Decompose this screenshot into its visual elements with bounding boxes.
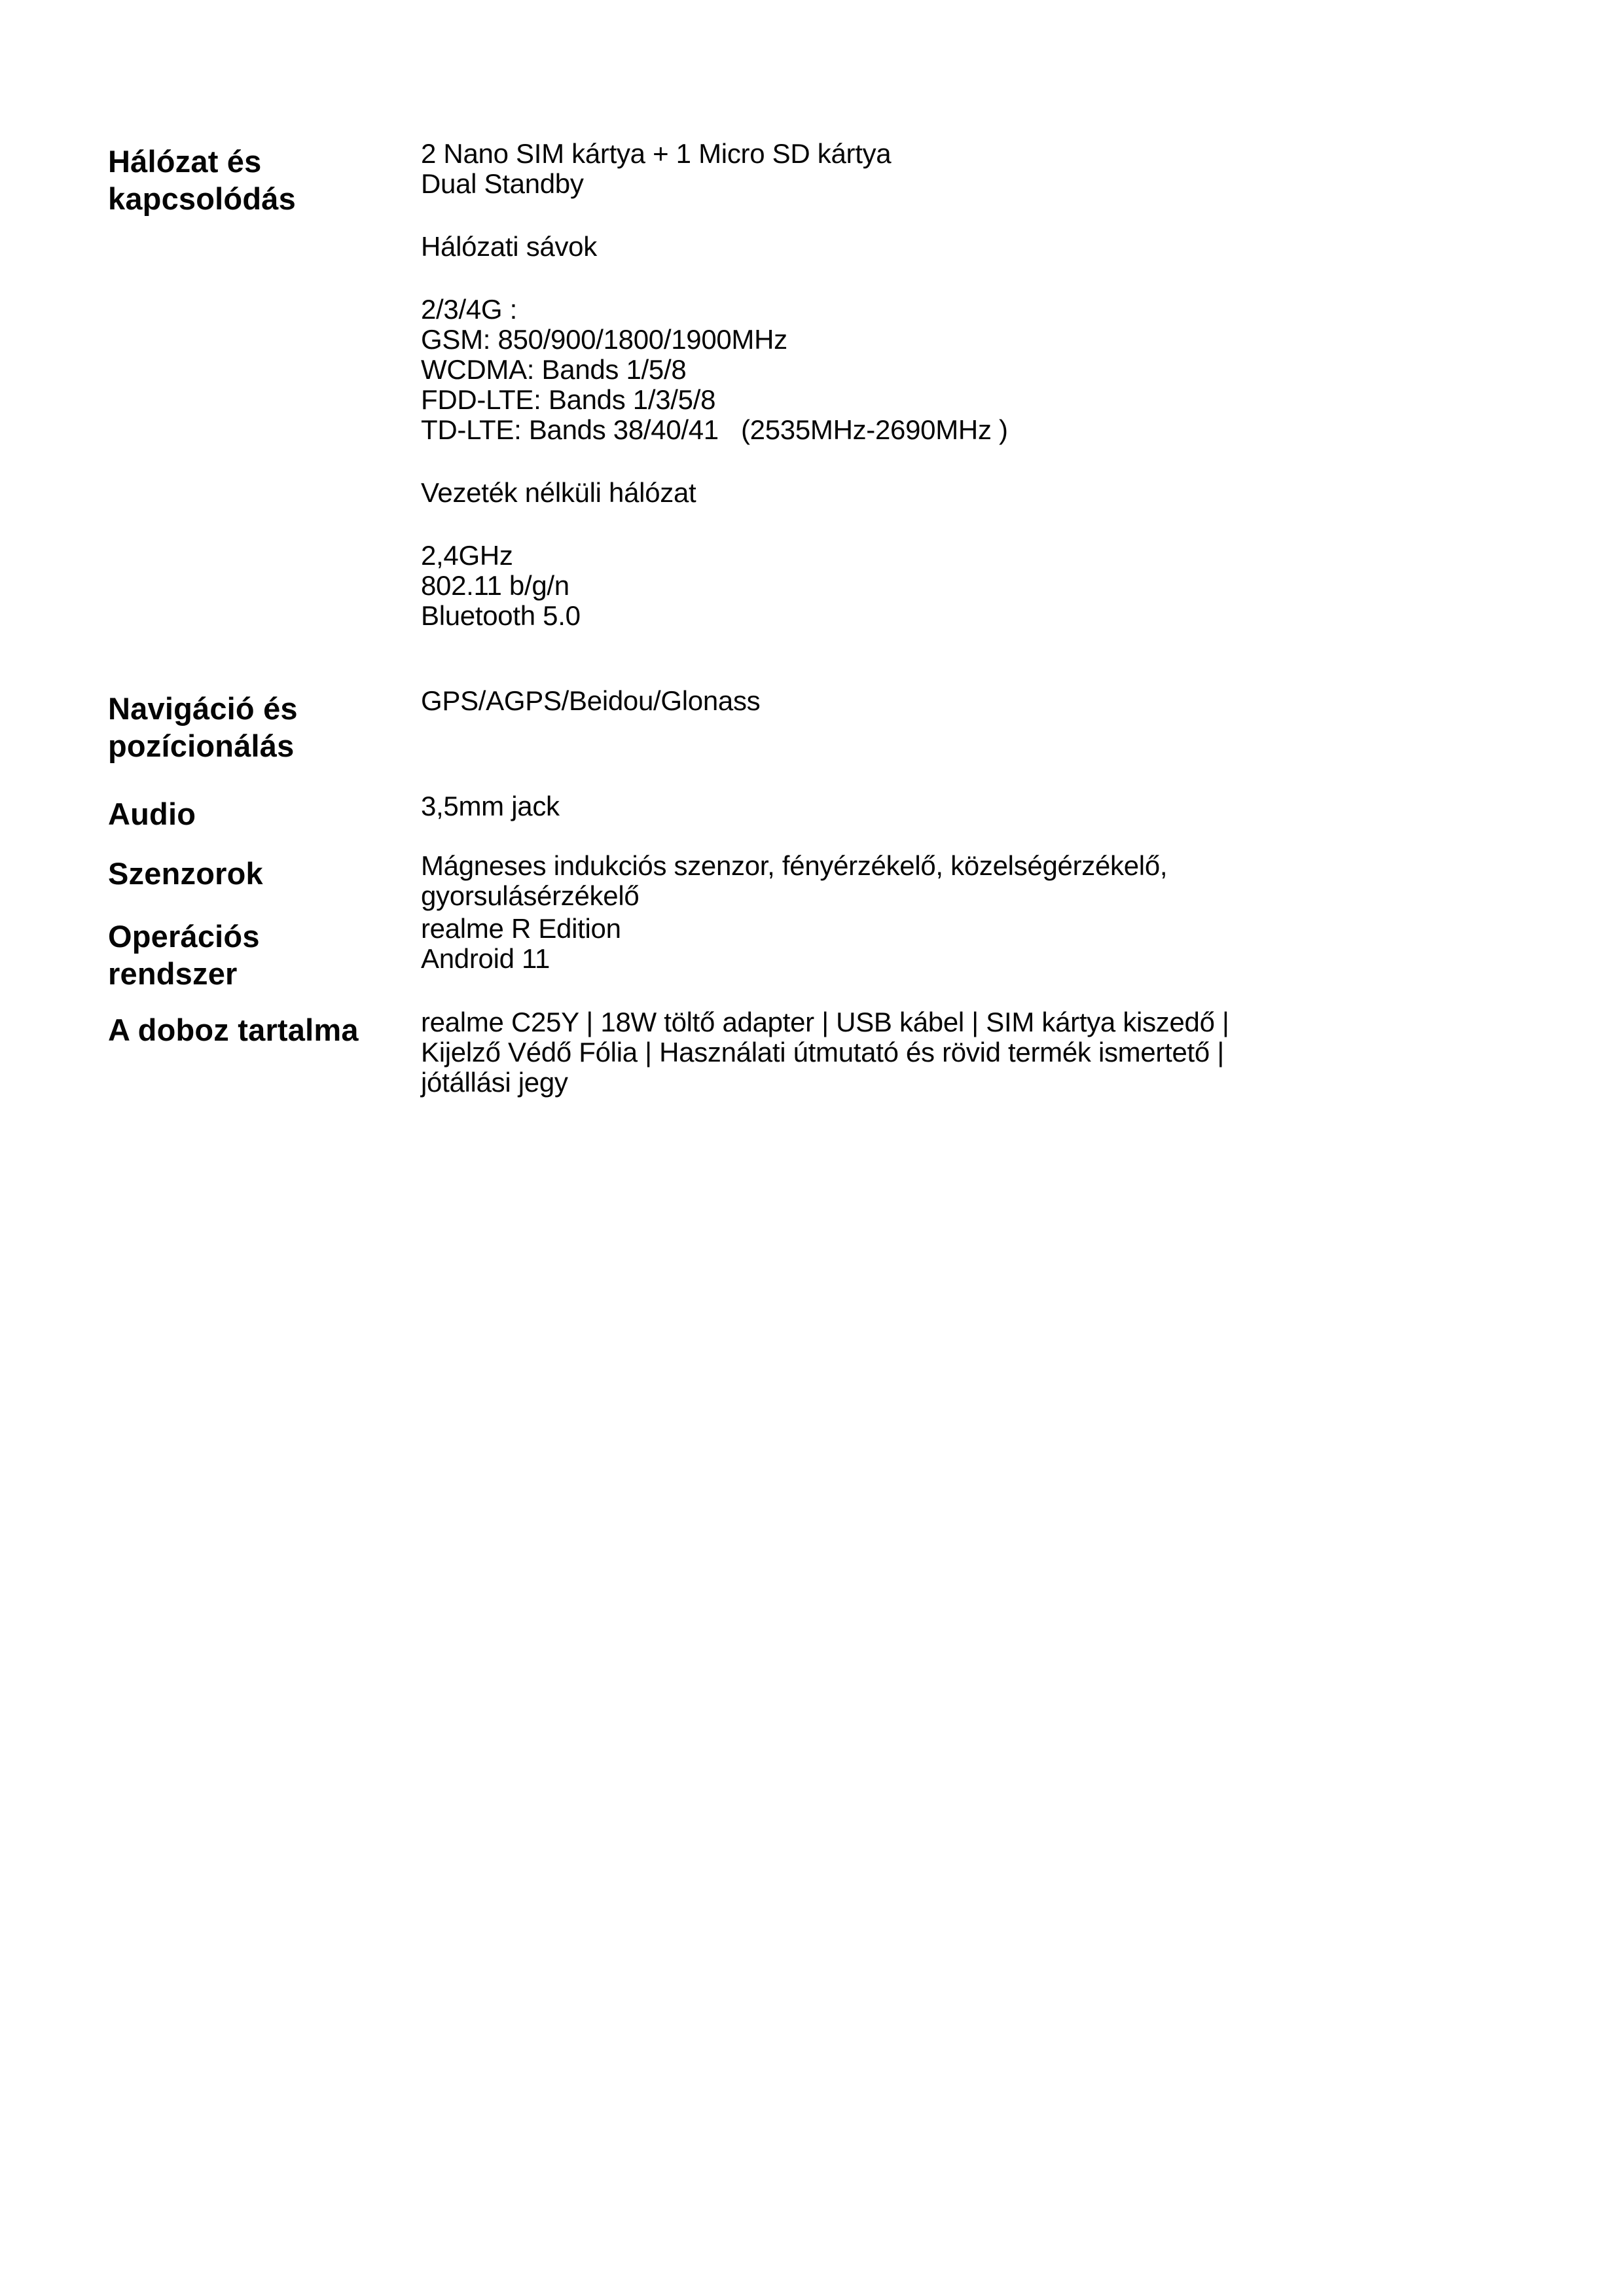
spec-value-line: Hálózati sávok	[421, 231, 597, 262]
spec-value-line: 2 Nano SIM kártya + 1 Micro SD kártya	[421, 138, 892, 169]
value-paragraph	[421, 791, 1291, 821]
spec-row-network	[108, 139, 1545, 631]
section-value-sensors	[421, 851, 1291, 911]
section-value-audio	[421, 791, 1291, 821]
section-label-line: rendszer	[108, 956, 238, 991]
spec-row-sensors	[108, 851, 1545, 911]
section-label-line: Audio	[108, 797, 196, 831]
spec-value-line: TD-LTE: Bands 38/40/41 (2535MHz-2690MHz )	[421, 414, 1008, 445]
spec-value-line: Kijelző Védő Fólia | Használati útmutató és rövid termék ismertető |	[421, 1037, 1224, 1067]
spec-value-line: jótállási jegy	[421, 1067, 568, 1098]
spec-row-audio	[108, 791, 1545, 833]
section-label-line: Hálózat és	[108, 144, 262, 179]
section-label-sensors	[108, 851, 421, 892]
section-label-line: Navigáció és	[108, 691, 298, 726]
section-label-line: A doboz tartalma	[108, 1013, 359, 1047]
spec-row-os	[108, 914, 1545, 992]
section-label-navigation	[108, 686, 421, 764]
value-paragraph	[421, 541, 1291, 631]
spec-row-box	[108, 1007, 1545, 1098]
section-label-line: pozícionálás	[108, 728, 295, 763]
spec-value-line: GPS/AGPS/Beidou/Glonass	[421, 685, 761, 716]
section-value-network	[421, 139, 1291, 631]
section-value-navigation	[421, 686, 1291, 716]
value-paragraph	[421, 139, 1291, 199]
spec-value-line: 2/3/4G :	[421, 294, 518, 325]
section-label-audio	[108, 791, 421, 833]
section-label-line: Operációs	[108, 919, 260, 954]
value-paragraph	[421, 686, 1291, 716]
section-label-os	[108, 914, 421, 992]
spec-row-navigation	[108, 686, 1545, 764]
section-label-box	[108, 1007, 421, 1049]
spec-value-line: WCDMA: Bands 1/5/8	[421, 354, 687, 385]
spec-value-line: Vezeték nélküli hálózat	[421, 477, 696, 508]
section-value-os	[421, 914, 1291, 974]
value-paragraph	[421, 914, 1291, 974]
spec-value-line: Bluetooth 5.0	[421, 600, 581, 631]
spec-value-line: 3,5mm jack	[421, 791, 560, 821]
section-label-line: kapcsolódás	[108, 181, 296, 216]
section-label-line: Szenzorok	[108, 856, 263, 891]
spec-value-line: gyorsulásérzékelő	[421, 880, 640, 911]
section-value-box	[421, 1007, 1291, 1098]
value-paragraph	[421, 851, 1291, 911]
value-paragraph	[421, 478, 1291, 508]
value-paragraph	[421, 1007, 1291, 1098]
spec-value-line: realme R Edition	[421, 913, 621, 944]
spec-value-line: 2,4GHz	[421, 540, 513, 571]
spec-value-line: Mágneses indukciós szenzor, fényérzékelő, közelségérzékelő,	[421, 850, 1168, 881]
section-label-network	[108, 139, 421, 217]
value-paragraph	[421, 232, 1291, 262]
spec-value-line: 802.11 b/g/n	[421, 570, 569, 601]
spec-value-line: GSM: 850/900/1800/1900MHz	[421, 324, 787, 355]
spec-value-line: realme C25Y | 18W töltő adapter | USB kábel | SIM kártya kiszedő |	[421, 1007, 1229, 1037]
value-paragraph	[421, 295, 1291, 445]
spec-value-line: Dual Standby	[421, 168, 584, 199]
spec-value-line: FDD-LTE: Bands 1/3/5/8	[421, 384, 716, 415]
spec-value-line: Android 11	[421, 943, 550, 974]
